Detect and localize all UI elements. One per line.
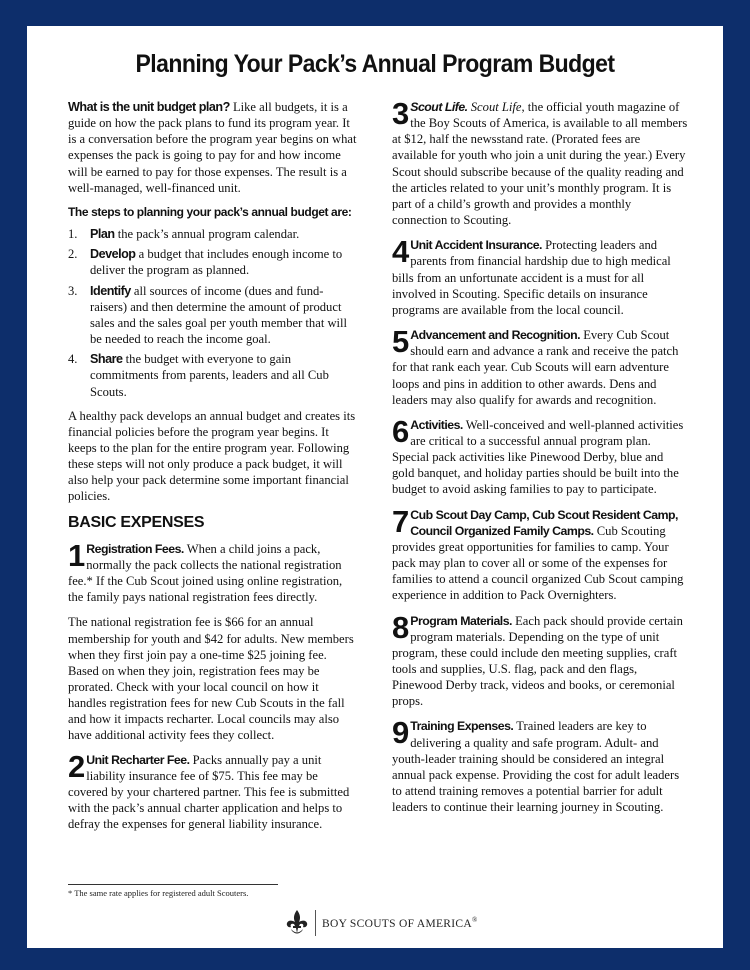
expense-text: When a child joins a pack, normally the pack collects the national registration fee.* If the Cub Scout joined using online registration, the family pays national registration fees directly. (68, 541, 343, 605)
healthy-pack-paragraph: A healthy pack develops an annual budget and creates its financial policies before the program year begins. It keeps to the plan for the entire program year. Following these steps will not only produce a pack budget, it will also help your pack determine some important financial policies. (68, 408, 356, 504)
step-item (68, 226, 359, 242)
step-keyword: Share (90, 352, 123, 367)
document-page (27, 26, 723, 948)
step-keyword: Identify (90, 283, 131, 298)
expense-title: Unit Recharter Fee. (86, 752, 190, 767)
expense-text: Packs annually pay a unit liability insurance fee of $75. This fee may be covered by your chartered partner. This fee is submitted with the pack’s annual charter application and helps to defray the expenses for general liability insurance. (68, 752, 350, 832)
expense-title: Activities. (410, 417, 463, 432)
expense-title: Registration Fees. (86, 541, 184, 556)
expense-item-camps (392, 503, 688, 604)
step-text: all sources of income (dues and fund-raisers) and then determine the amount of product sales and the sales goal per youth member that will be needed to reach the income goal. (90, 283, 348, 347)
steps-heading: The steps to planning your pack’s annual budget are: (68, 204, 352, 219)
expense-title: Unit Accident Insurance. (410, 238, 542, 253)
step-number: 4. (68, 352, 78, 367)
step-keyword: Develop (90, 247, 136, 262)
expense-item-scout-life (392, 96, 688, 228)
right-column (392, 96, 688, 824)
logo-divider (315, 910, 316, 936)
basic-expenses-heading: BASIC EXPENSES (68, 513, 205, 531)
expense-item-program-materials (392, 609, 688, 710)
expense-text: Trained leaders are key to delivering a quality and safe program. Adult- and youth-leader training should be considered an integral annual pack expense. Providing the cost for adult leaders to attend training removes a potential barrier for adult leaders to continue their learning journey in Scouting. (392, 719, 680, 815)
registered-mark: ® (471, 916, 478, 925)
expense-number: 3 (392, 96, 409, 131)
expense-number: 8 (392, 609, 409, 645)
expense-text: , the official youth magazine of the Boy Scouts of America, is available to all members at $12, half the newsstand rate. (Prorated fees are available for youth who join a unit during the year.) Every Scout should subscribe because of the quality reading and the articles related to your unit’s monthly program. It is part of a child’s growth and provides a monthly connection to Scouting. (392, 100, 688, 228)
expense-title: Advancement and Recognition. (410, 328, 581, 343)
step-text: the budget with everyone to gain commitments from parents, leaders and all Cub Scouts. (90, 352, 329, 399)
expense-number: 4 (392, 234, 409, 270)
step-keyword: Plan (90, 227, 115, 242)
expense-number: 9 (392, 715, 409, 751)
registration-detail: The national registration fee is $66 for an annual membership for youth and $42 for adults. New members when they first join pay a one-time $25 joining fee. Based on when they join, registration fees may be prorated. Check with your local council on how it handles registration fees for new Cub Scouts in the fall and how it impacts recharter. Local councils may also have additional activity fees they collect. (68, 615, 354, 743)
expense-text-italic: Scout Life (467, 100, 522, 114)
steps-list (68, 226, 359, 400)
footnote: * The same rate applies for registered adult Scouters. (68, 884, 278, 898)
expense-title: Scout Life. (410, 100, 468, 114)
expense-text: Every Cub Scout should earn and advance a rank and receive the patch for that rank each year. Cub Scouts will earn adventure loops and pins in addition to other awards. Dens and leaders may also qualify for awards and recognition. (392, 328, 679, 407)
step-number: 3. (68, 283, 78, 298)
expense-item-advancement (392, 324, 688, 408)
step-number: 1. (68, 227, 78, 242)
expense-title: Program Materials. (410, 613, 512, 628)
bsa-footer (285, 908, 478, 938)
left-column (68, 99, 359, 841)
org-name-text: BOY SCOUTS OF AMERICA (322, 917, 472, 930)
expense-text: Cub Scouting provides great opportunities for families to camp. Your pack may plan to cover all or some of the expenses for families to attend a council organized Cub Scout camping experience in addition to Pack Overnighters. (392, 523, 684, 603)
step-text: the pack’s annual program calendar. (114, 227, 300, 242)
expense-number: 2 (68, 748, 85, 784)
intro-text: Like all budgets, it is a guide on how the pack plans to fund its program year. It is a conversation before the program year begins on what expenses the pack is going to pay for and how income will be earned to pay for those expenses. The result is a well-managed, well-financed unit. (68, 100, 357, 195)
expense-number: 6 (392, 413, 409, 449)
expense-text: Protecting leaders and parents from financial hardship due to high medical bills from an unfortunate accident is a must for all involved in Scouting. Specific details on insurance programs are available from the local council. (392, 238, 671, 317)
expense-number: 7 (392, 503, 409, 539)
step-item (68, 351, 359, 399)
page-title: Planning Your Pack’s Annual Program Budget (135, 50, 615, 78)
expense-item-recharter (68, 748, 359, 833)
step-text: a budget that includes enough income to deliver the program as planned. (90, 247, 343, 278)
step-number: 2. (68, 247, 78, 262)
expense-item-accident-insurance (392, 234, 688, 318)
intro-paragraph (68, 99, 359, 196)
expense-item-training (392, 715, 688, 815)
org-name (322, 916, 478, 930)
expense-title: Training Expenses. (410, 719, 514, 734)
expense-item-activities (392, 413, 688, 498)
intro-question: What is the unit budget plan? (68, 100, 230, 114)
expense-number: 1 (68, 537, 85, 573)
expense-text: Each pack should provide certain program materials. Depending on the type of unit program, these could include den meeting supplies, craft tools and supplies, U.S. flag, pack and den flags, Pinewood Derby track, videos and books, or ceremonial props. (392, 613, 683, 709)
expense-text: Well-conceived and well-planned activities are critical to a successful annual program plan. Special pack activities like Pinewood Derby, blue and gold banquet, and holiday parties should be built into the budget to avoid asking families to pay to participate. (392, 417, 684, 497)
expense-title: Cub Scout Day Camp, Cub Scout Resident Camp, Council Organized Family Camps. (410, 507, 678, 538)
step-item (68, 283, 359, 348)
fleur-de-lis-icon (285, 909, 309, 937)
step-item (68, 246, 359, 278)
expense-number: 5 (392, 324, 409, 360)
expense-item-registration (68, 537, 359, 606)
